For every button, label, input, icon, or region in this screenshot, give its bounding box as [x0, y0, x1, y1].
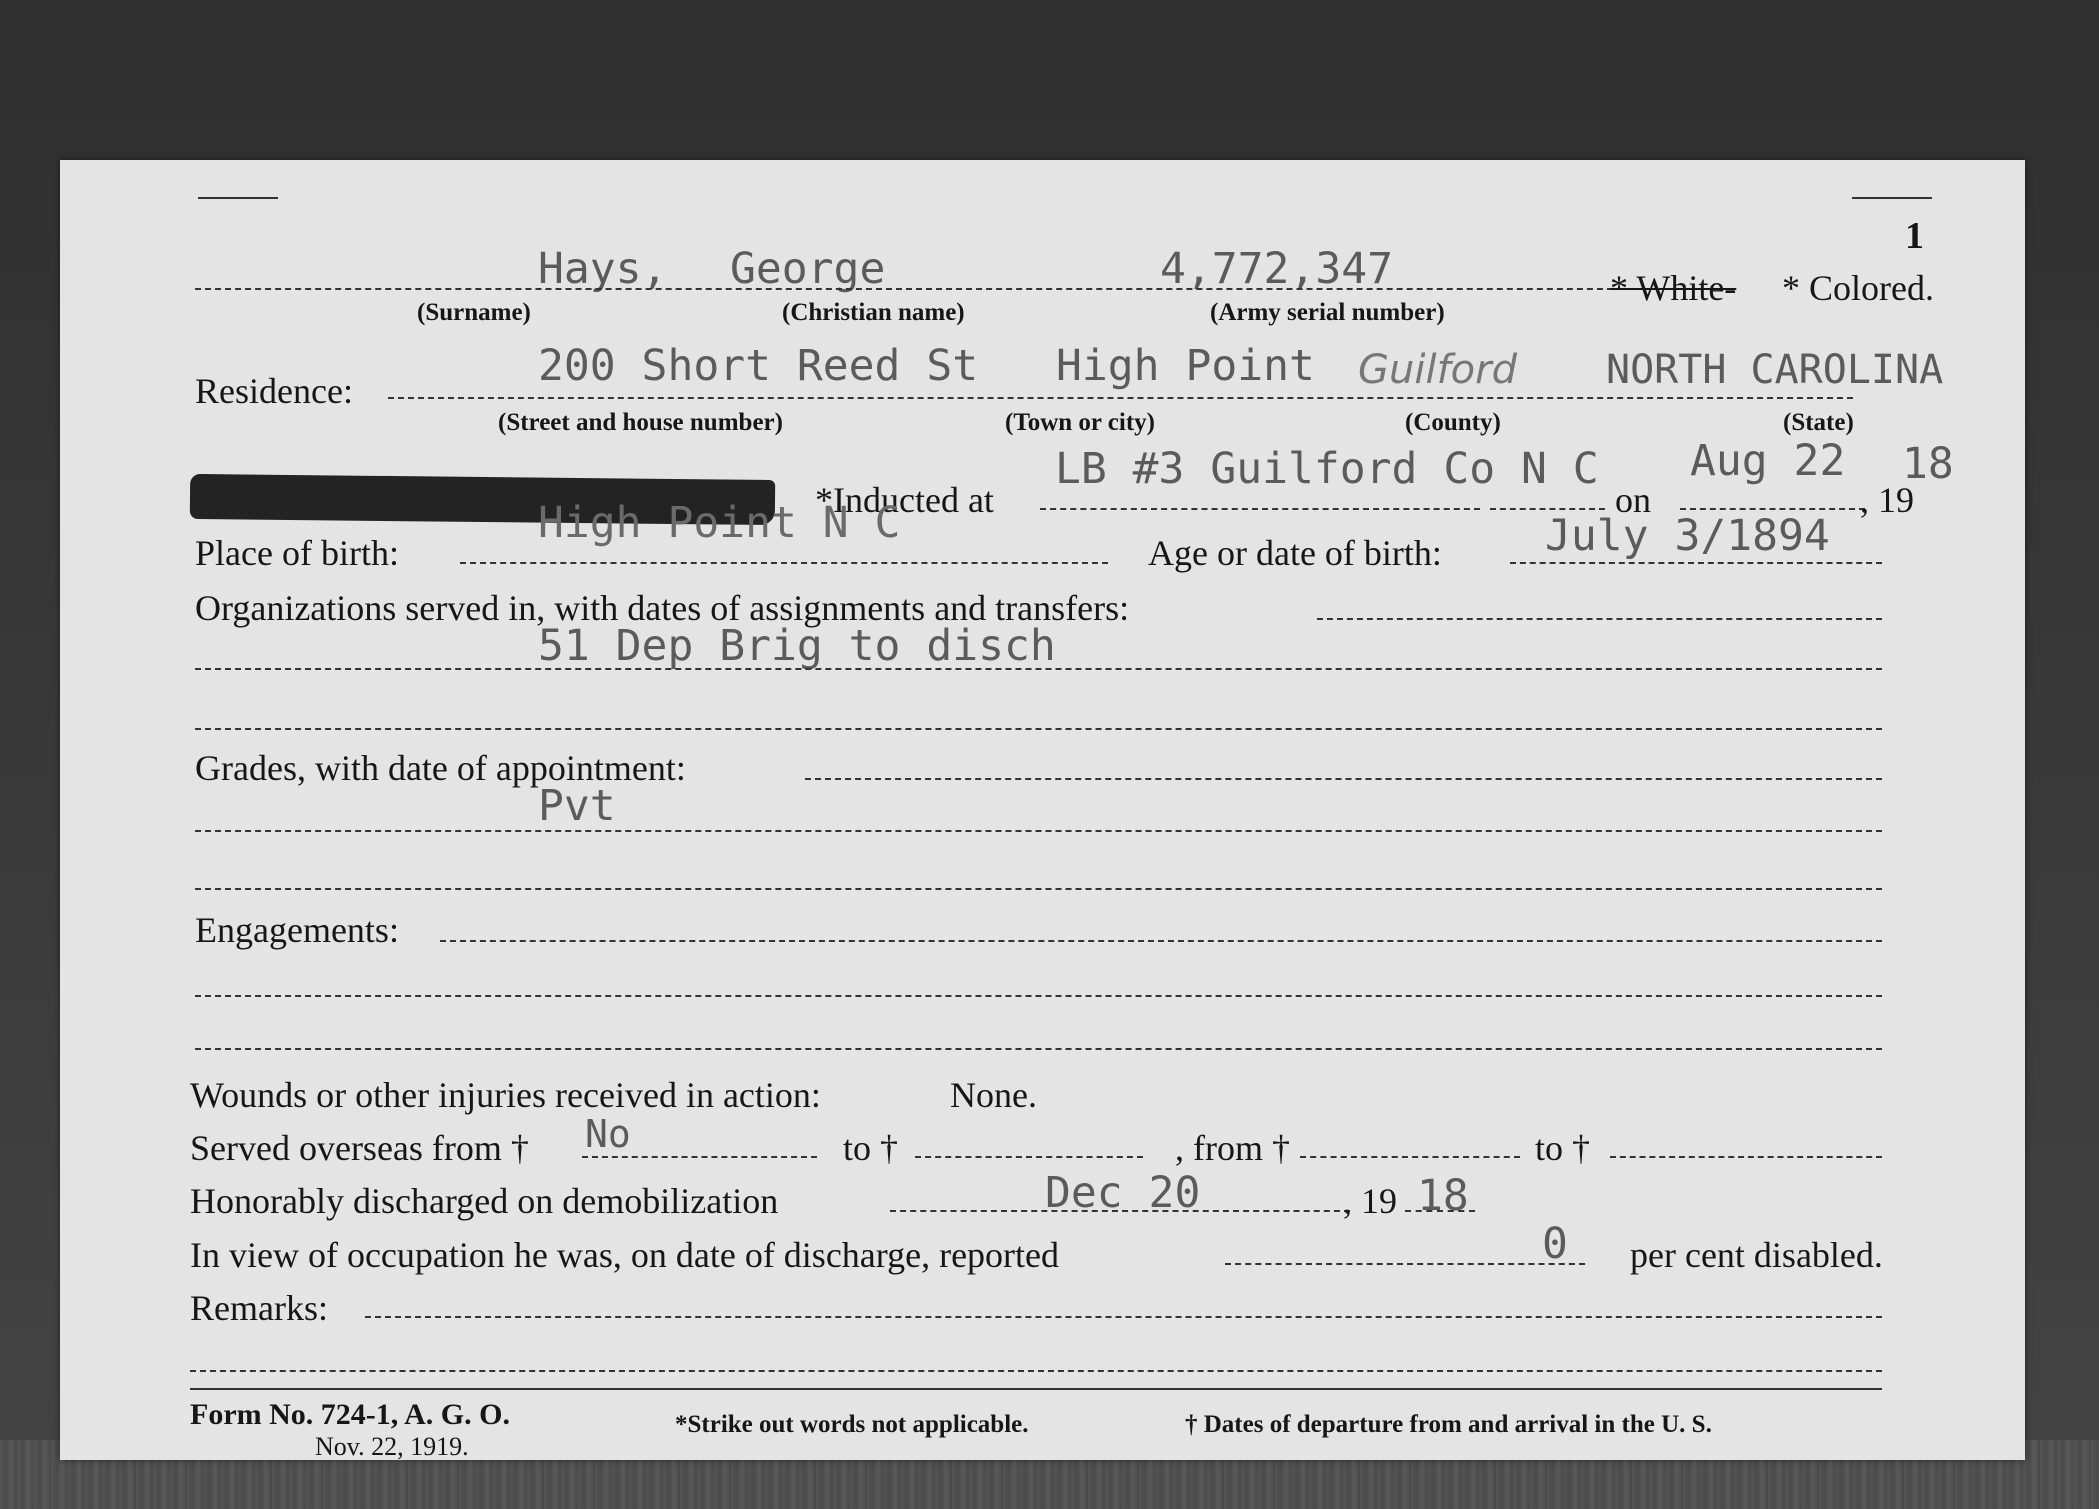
birth-date-line [1510, 562, 1882, 564]
state-value: NORTH CAROLINA [1606, 347, 1944, 393]
grades-line-3 [195, 888, 1882, 890]
footer-rule [190, 1388, 1882, 1390]
overseas-to2-line [1610, 1156, 1882, 1158]
wounds-label: Wounds or other injuries received in action: [190, 1075, 821, 1115]
engagements-line-1 [440, 940, 1882, 942]
note-strike-out: *Strike out words not applicable. [675, 1411, 1029, 1438]
disability-value: 0 [1542, 1219, 1568, 1269]
name-line [195, 288, 1643, 290]
served-overseas-label: Served overseas from † [190, 1128, 529, 1168]
birth-date-value: July 3/1894 [1545, 511, 1830, 561]
overseas-from-value: No [585, 1112, 631, 1156]
grades-value: Pvt [538, 781, 616, 831]
grades-label: Grades, with date of appointment: [195, 748, 686, 788]
disability-label: In view of occupation he was, on date of discharge, reported [190, 1235, 1060, 1275]
corner-rule-right [1852, 197, 1932, 199]
county-caption: (County) [1405, 409, 1501, 436]
wounds-value: None. [950, 1075, 1037, 1115]
street-caption: (Street and house number) [498, 409, 783, 436]
induction-place-value: LB #3 Guilford Co N C [1055, 444, 1599, 494]
discharge-date-value: Dec 20 [1045, 1168, 1201, 1218]
engagements-line-2 [195, 995, 1882, 997]
organizations-line-1 [1317, 618, 1882, 620]
overseas-to-line [915, 1156, 1143, 1158]
on-label: on [1615, 480, 1651, 520]
overseas-to-label: to † [843, 1128, 899, 1168]
place-of-birth-label: Place of birth: [195, 533, 399, 573]
disability-suffix: per cent disabled. [1630, 1235, 1883, 1275]
inducted-label: *Inducted at [815, 480, 994, 520]
on-line-left [1490, 508, 1605, 510]
induction-date-value: Aug 22 [1690, 436, 1846, 486]
serial-number-value: 4,772,347 [1160, 244, 1393, 294]
grades-line-1 [805, 778, 1882, 780]
surname-value: Hays, [538, 244, 668, 294]
place-of-birth-line [460, 562, 1108, 564]
overseas-from-line [582, 1156, 817, 1158]
christian-name-caption: (Christian name) [782, 299, 965, 326]
card-number: 1 [1905, 215, 1924, 257]
form-number: Form No. 724-1, A. G. O. [190, 1398, 510, 1431]
overseas-from2-label: , from † [1175, 1128, 1290, 1168]
county-value: Guilford [1358, 347, 1517, 393]
residence-line [388, 397, 1853, 399]
corner-rule-left [198, 197, 278, 199]
overseas-to2-label: to † [1535, 1128, 1591, 1168]
town-value: High Point [1056, 341, 1315, 391]
organizations-line-2 [195, 668, 1882, 670]
discharge-date-line [890, 1210, 1350, 1212]
discharge-year-value: 18 [1417, 1171, 1469, 1221]
form-date: Nov. 22, 1919. [315, 1432, 469, 1461]
engagements-line-3 [195, 1048, 1882, 1050]
age-label: Age or date of birth: [1148, 533, 1442, 573]
surname-caption: (Surname) [417, 299, 531, 326]
induction-year-value: 18 [1902, 439, 1954, 489]
race-white-struck: * White- [1610, 268, 1737, 308]
service-record-card [60, 160, 2025, 1460]
note-dates: † Dates of departure from and arrival in the U. S. [1185, 1411, 1712, 1438]
place-of-birth-value: High Point N C [538, 498, 901, 548]
discharge-year-prefix: , 19 [1343, 1181, 1397, 1221]
christian-name-value: George [730, 244, 886, 294]
engagements-label: Engagements: [195, 910, 399, 950]
overseas-from2-line [1300, 1156, 1520, 1158]
remarks-line-1 [365, 1316, 1882, 1318]
organizations-line-3 [195, 728, 1882, 730]
race-colored: * Colored. [1782, 268, 1934, 308]
discharge-label: Honorably discharged on demobilization [190, 1181, 779, 1221]
organizations-label: Organizations served in, with dates of assignments and transfers: [195, 588, 1130, 628]
induction-date-line [1680, 508, 1865, 510]
organizations-value: 51 Dep Brig to disch [538, 621, 1056, 671]
street-value: 200 Short Reed St [538, 341, 979, 391]
discharge-year-line [1405, 1210, 1475, 1212]
remarks-line-2 [190, 1370, 1882, 1372]
induction-year-prefix: , 19 [1860, 480, 1914, 520]
state-caption: (State) [1783, 409, 1854, 436]
remarks-label: Remarks: [190, 1288, 328, 1328]
serial-number-caption: (Army serial number) [1210, 299, 1445, 326]
grades-line-2 [195, 830, 1882, 832]
town-caption: (Town or city) [1005, 409, 1155, 436]
disability-line [1225, 1263, 1585, 1265]
residence-label: Residence: [195, 371, 353, 411]
induction-place-line [1040, 508, 1480, 510]
